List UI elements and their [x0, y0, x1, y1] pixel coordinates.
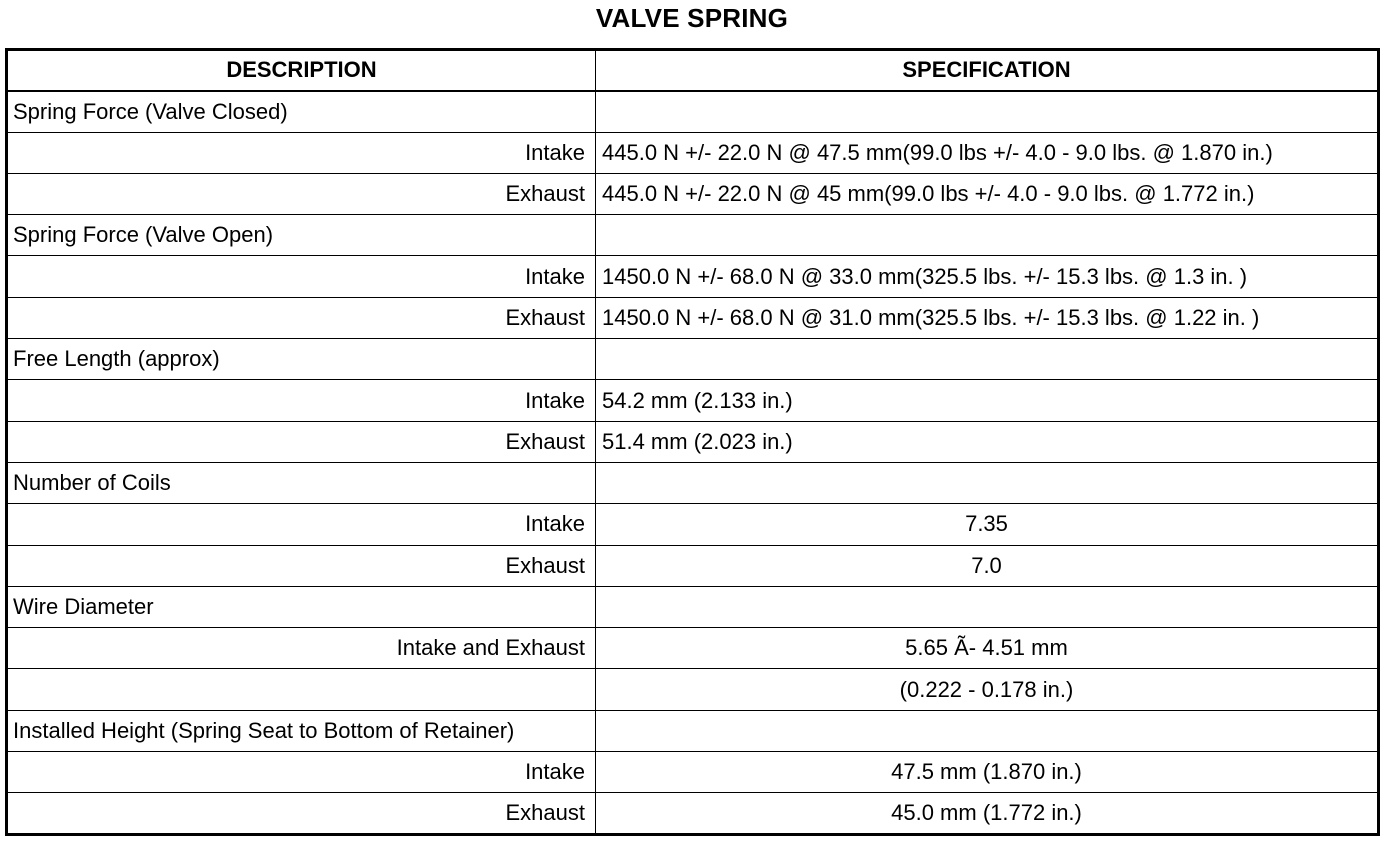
table-row — [7, 710, 1379, 751]
table-row — [7, 669, 1379, 710]
row-description: Intake — [7, 504, 596, 545]
row-specification: 47.5 mm (1.870 in.) — [596, 752, 1379, 793]
row-description: Intake and Exhaust — [7, 628, 596, 669]
table-row — [7, 380, 1379, 421]
row-description: Intake — [7, 380, 596, 421]
table-row — [7, 215, 1379, 256]
row-description — [7, 669, 596, 710]
table-row — [7, 586, 1379, 627]
row-specification — [596, 215, 1379, 256]
valve-spring-spec-table — [5, 48, 1380, 836]
row-specification: 5.65 Ã- 4.51 mm — [596, 628, 1379, 669]
page-title: VALVE SPRING — [595, 3, 789, 33]
row-description: Exhaust — [7, 793, 596, 834]
table-row — [7, 793, 1379, 834]
row-specification: 45.0 mm (1.772 in.) — [596, 793, 1379, 834]
row-description: Exhaust — [7, 173, 596, 214]
table-row — [7, 339, 1379, 380]
column-header-description: DESCRIPTION — [7, 50, 596, 91]
column-header-specification: SPECIFICATION — [596, 50, 1379, 91]
row-specification: (0.222 - 0.178 in.) — [596, 669, 1379, 710]
table-row — [7, 297, 1379, 338]
row-description: Installed Height (Spring Seat to Bottom of Retainer) — [7, 710, 596, 751]
row-description: Intake — [7, 256, 596, 297]
row-description: Free Length (approx) — [7, 339, 596, 380]
row-specification: 445.0 N +/- 22.0 N @ 45 mm(99.0 lbs +/- 4.0 - 9.0 lbs. @ 1.772 in.) — [596, 173, 1379, 214]
table-row — [7, 545, 1379, 586]
table-row — [7, 462, 1379, 503]
row-specification: 7.0 — [596, 545, 1379, 586]
table-row — [7, 752, 1379, 793]
table-header-row — [7, 50, 1379, 91]
table-row — [7, 256, 1379, 297]
table-row — [7, 132, 1379, 173]
row-description: Number of Coils — [7, 462, 596, 503]
table-row — [7, 628, 1379, 669]
table-row — [7, 421, 1379, 462]
row-specification — [596, 462, 1379, 503]
row-specification — [596, 339, 1379, 380]
row-specification: 1450.0 N +/- 68.0 N @ 31.0 mm(325.5 lbs. +/- 15.3 lbs. @ 1.22 in. ) — [596, 297, 1379, 338]
row-specification: 51.4 mm (2.023 in.) — [596, 421, 1379, 462]
row-specification: 54.2 mm (2.133 in.) — [596, 380, 1379, 421]
row-specification — [596, 710, 1379, 751]
row-specification: 7.35 — [596, 504, 1379, 545]
table-row — [7, 504, 1379, 545]
row-description: Wire Diameter — [7, 586, 596, 627]
row-description: Intake — [7, 132, 596, 173]
row-specification — [596, 586, 1379, 627]
row-description: Exhaust — [7, 545, 596, 586]
table-row — [7, 91, 1379, 132]
row-description: Spring Force (Valve Closed) — [7, 91, 596, 132]
table-row — [7, 173, 1379, 214]
row-description: Spring Force (Valve Open) — [7, 215, 596, 256]
row-description: Exhaust — [7, 297, 596, 338]
row-description: Exhaust — [7, 421, 596, 462]
row-specification: 1450.0 N +/- 68.0 N @ 33.0 mm(325.5 lbs. +/- 15.3 lbs. @ 1.3 in. ) — [596, 256, 1379, 297]
row-specification — [596, 91, 1379, 132]
row-specification: 445.0 N +/- 22.0 N @ 47.5 mm(99.0 lbs +/- 4.0 - 9.0 lbs. @ 1.870 in.) — [596, 132, 1379, 173]
row-description: Intake — [7, 752, 596, 793]
